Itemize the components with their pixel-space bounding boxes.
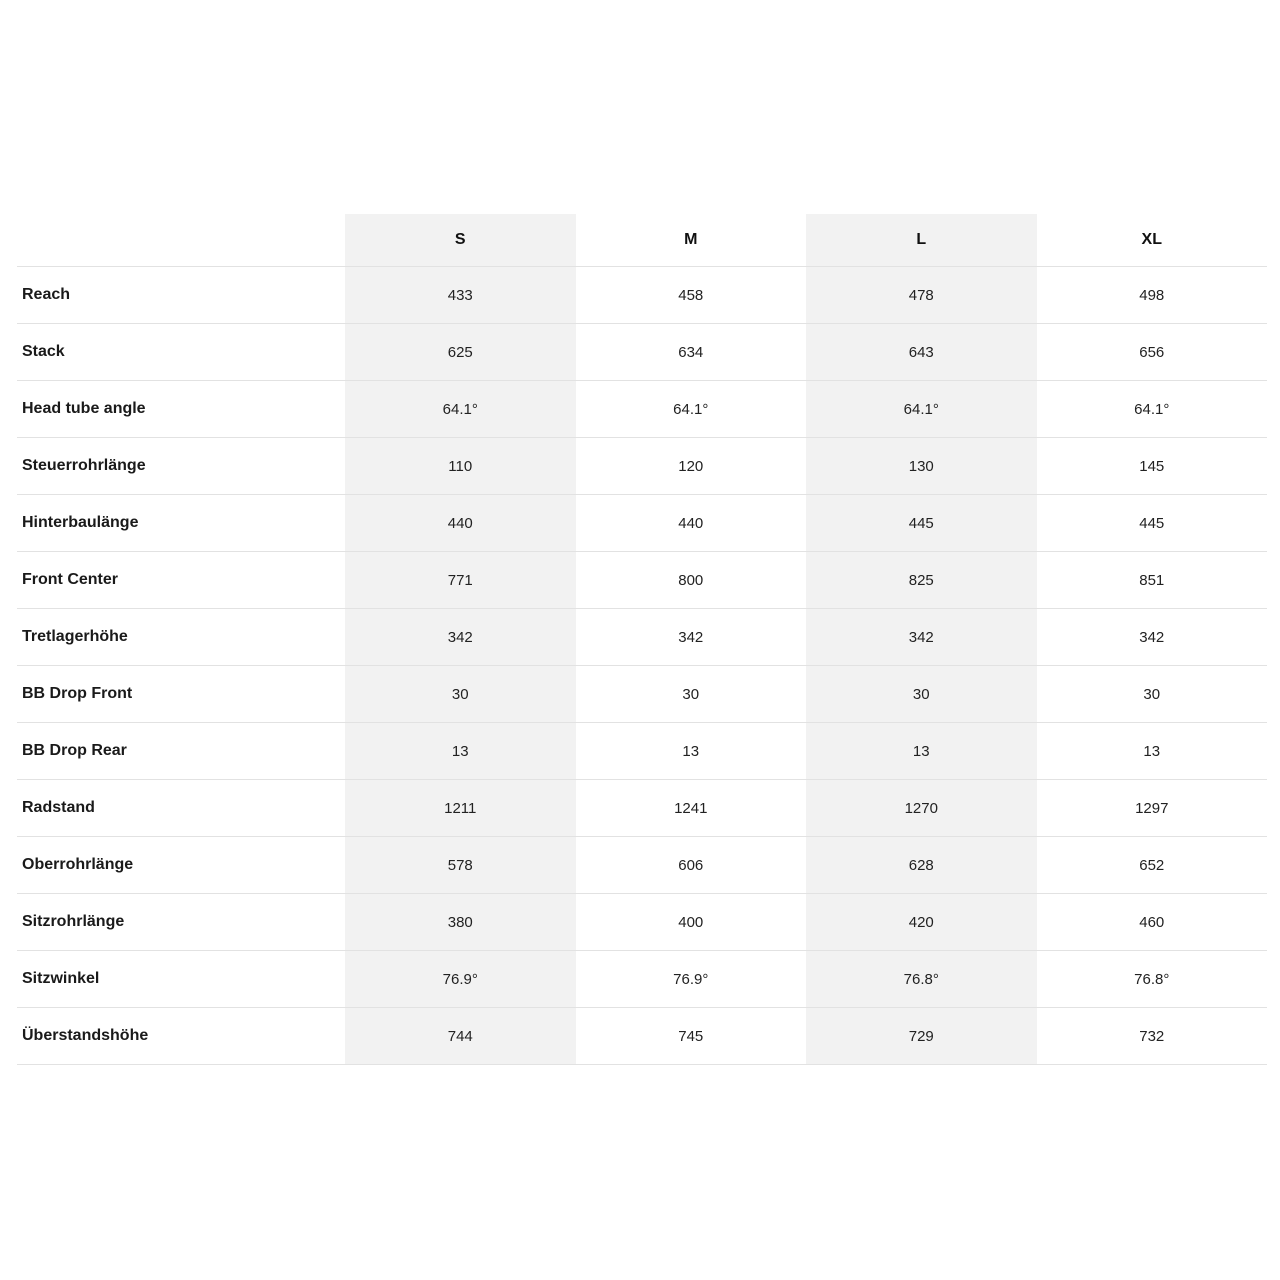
- table-cell: 825: [806, 552, 1037, 609]
- table-cell: 606: [576, 837, 807, 894]
- table-cell: 1270: [806, 780, 1037, 837]
- table-cell: 1211: [345, 780, 576, 837]
- table-row: [17, 495, 1267, 552]
- table-cell: 380: [345, 894, 576, 951]
- table-cell: 342: [1037, 609, 1268, 666]
- table-cell: 64.1°: [1037, 381, 1268, 438]
- table-cell: 643: [806, 324, 1037, 381]
- table-cell: 420: [806, 894, 1037, 951]
- size-header-m: M: [576, 214, 807, 267]
- table-row: [17, 438, 1267, 495]
- table-row: [17, 381, 1267, 438]
- table-cell: 498: [1037, 267, 1268, 324]
- table-cell: 120: [576, 438, 807, 495]
- table-cell: 800: [576, 552, 807, 609]
- table-cell: 732: [1037, 1008, 1268, 1065]
- row-label: BB Drop Front: [17, 666, 345, 723]
- table-cell: 13: [576, 723, 807, 780]
- table-cell: 13: [345, 723, 576, 780]
- table-cell: 30: [576, 666, 807, 723]
- table-cell: 76.8°: [806, 951, 1037, 1008]
- table-cell: 13: [1037, 723, 1268, 780]
- table-cell: 656: [1037, 324, 1268, 381]
- geometry-table: [17, 214, 1267, 1065]
- table-cell: 64.1°: [576, 381, 807, 438]
- table-cell: 64.1°: [806, 381, 1037, 438]
- table-row: [17, 666, 1267, 723]
- table-cell: 145: [1037, 438, 1268, 495]
- row-label: Sitzwinkel: [17, 951, 345, 1008]
- table-cell: 64.1°: [345, 381, 576, 438]
- table-cell: 440: [345, 495, 576, 552]
- table-row: [17, 267, 1267, 324]
- row-label: Sitzrohrlänge: [17, 894, 345, 951]
- table-cell: 440: [576, 495, 807, 552]
- table-row: [17, 780, 1267, 837]
- table-row: [17, 609, 1267, 666]
- size-header-xl: XL: [1037, 214, 1268, 267]
- table-cell: 342: [576, 609, 807, 666]
- table-cell: 30: [345, 666, 576, 723]
- table-row: [17, 837, 1267, 894]
- table-cell: 745: [576, 1008, 807, 1065]
- table-cell: 458: [576, 267, 807, 324]
- row-label: Oberrohrlänge: [17, 837, 345, 894]
- table-row: [17, 1008, 1267, 1065]
- table-cell: 76.9°: [345, 951, 576, 1008]
- table-cell: 342: [806, 609, 1037, 666]
- table-cell: 342: [345, 609, 576, 666]
- header-row: [17, 214, 1267, 267]
- table-cell: 445: [806, 495, 1037, 552]
- table-cell: 652: [1037, 837, 1268, 894]
- table-row: [17, 552, 1267, 609]
- table-cell: 13: [806, 723, 1037, 780]
- table-cell: 851: [1037, 552, 1268, 609]
- table-cell: 445: [1037, 495, 1268, 552]
- corner-cell: [17, 214, 345, 267]
- geometry-table-container: [17, 214, 1267, 1065]
- table-cell: 729: [806, 1008, 1037, 1065]
- table-row: [17, 324, 1267, 381]
- row-label: Radstand: [17, 780, 345, 837]
- table-body: [17, 267, 1267, 1065]
- size-header-l: L: [806, 214, 1037, 267]
- table-header: [17, 214, 1267, 267]
- table-row: [17, 723, 1267, 780]
- row-label: BB Drop Rear: [17, 723, 345, 780]
- table-cell: 400: [576, 894, 807, 951]
- table-cell: 76.9°: [576, 951, 807, 1008]
- table-cell: 625: [345, 324, 576, 381]
- table-cell: 634: [576, 324, 807, 381]
- size-header-s: S: [345, 214, 576, 267]
- table-cell: 460: [1037, 894, 1268, 951]
- table-cell: 76.8°: [1037, 951, 1268, 1008]
- table-cell: 130: [806, 438, 1037, 495]
- table-cell: 30: [1037, 666, 1268, 723]
- table-cell: 1241: [576, 780, 807, 837]
- table-row: [17, 894, 1267, 951]
- row-label: Überstandshöhe: [17, 1008, 345, 1065]
- table-cell: 628: [806, 837, 1037, 894]
- table-row: [17, 951, 1267, 1008]
- table-cell: 433: [345, 267, 576, 324]
- row-label: Tretlagerhöhe: [17, 609, 345, 666]
- table-cell: 30: [806, 666, 1037, 723]
- row-label: Reach: [17, 267, 345, 324]
- row-label: Head tube angle: [17, 381, 345, 438]
- row-label: Front Center: [17, 552, 345, 609]
- table-cell: 578: [345, 837, 576, 894]
- row-label: Stack: [17, 324, 345, 381]
- table-cell: 110: [345, 438, 576, 495]
- table-cell: 478: [806, 267, 1037, 324]
- row-label: Hinterbaulänge: [17, 495, 345, 552]
- table-cell: 771: [345, 552, 576, 609]
- table-cell: 744: [345, 1008, 576, 1065]
- table-cell: 1297: [1037, 780, 1268, 837]
- row-label: Steuerrohrlänge: [17, 438, 345, 495]
